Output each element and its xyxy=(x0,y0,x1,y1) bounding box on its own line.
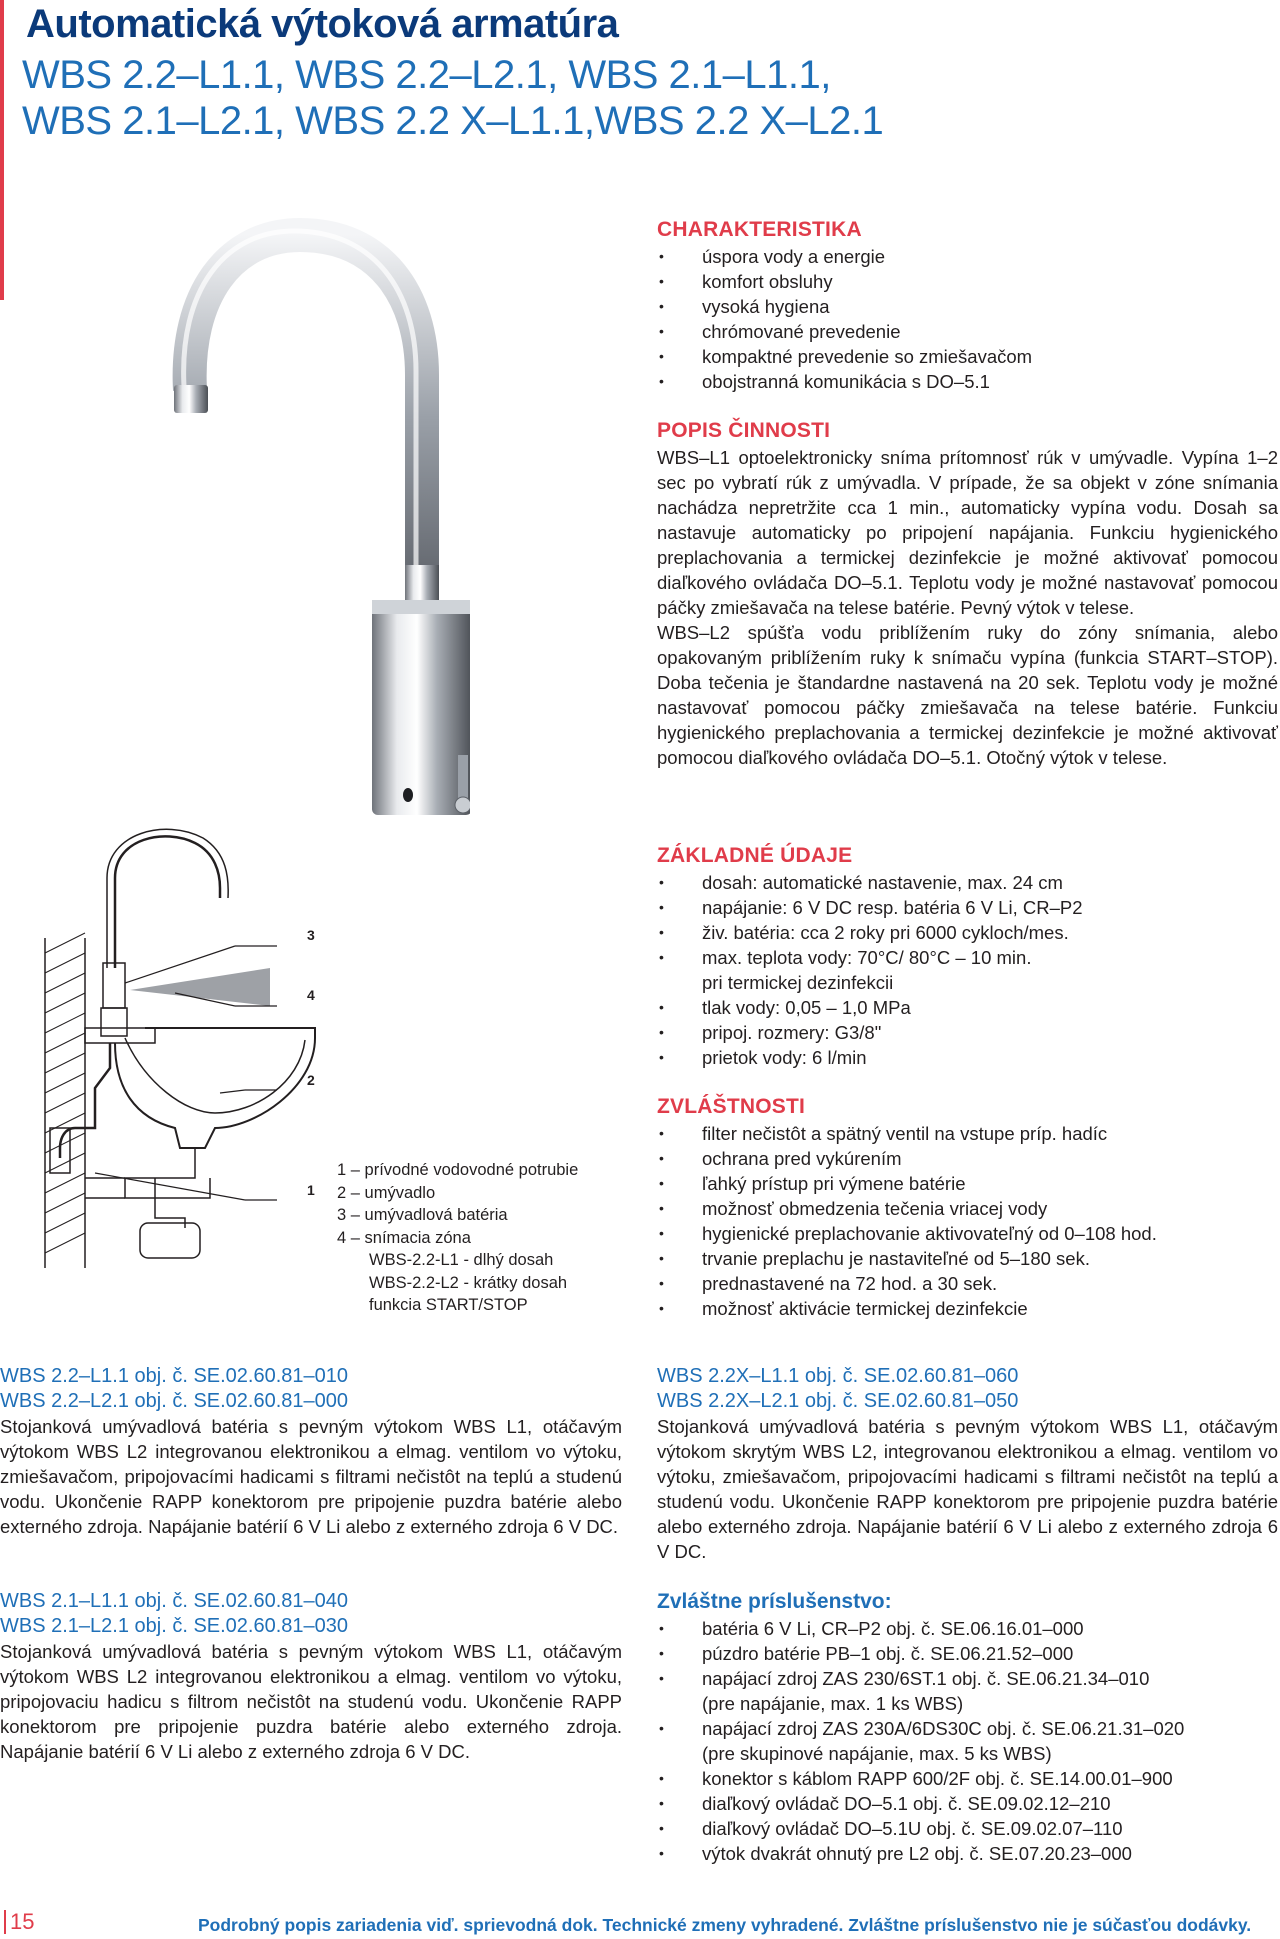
features-list xyxy=(657,1121,1278,1321)
accessories-section xyxy=(657,1589,1278,1866)
list-item: • hygienické preplachovanie aktivovateľný od 0–108 hod. xyxy=(657,1221,1278,1246)
list-item-continuation: (pre napájanie, max. 1 ks WBS) xyxy=(702,1693,964,1714)
list-item: • ľahký prístup pri výmene batérie xyxy=(657,1171,1278,1196)
section-heading: POPIS ČINNOSTI xyxy=(657,419,831,442)
callout-1: 1 xyxy=(307,1182,315,1198)
order-code: WBS 2.1–L1.1 obj. č. SE.02.60.81–040 xyxy=(0,1590,349,1612)
product-description: Stojanková umývadlová batéria s pevným výtokom WBS L1, otáčavým výtokom skrytým WBS L2, integrovanou elektronikou a elmag. ventilom vo výtoku, zmiešavačom, pripojovacími hadicami s filtrami nečistôt na teplú a studenú vodu. Ukončenie RAPP konektorom pre pripojenie puzdra batérie alebo externého zdroja. Napájanie batérií 6 V Li alebo z externého zdroja 6 V DC. xyxy=(657,1416,1278,1562)
faucet-spout xyxy=(190,235,422,600)
footer-note: Podrobný popis zariadenia viď. sprievodná dok. Technické zmeny vyhradené. Zvláštne príslušenstvo nie je súčasťou dodávky. xyxy=(198,1915,1252,1935)
order-code: WBS 2.2X–L1.1 obj. č. SE.02.60.81–060 xyxy=(657,1365,1019,1387)
list-item: • diaľkový ovládač DO–5.1U obj. č. SE.09.02.07–110 xyxy=(657,1816,1278,1841)
list-item: • prietok vody: 6 l/min xyxy=(657,1045,1278,1070)
list-item-continuation: pri termickej dezinfekcii xyxy=(702,972,894,993)
list-item: • možnosť obmedzenia tečenia vriacej vody xyxy=(657,1196,1278,1221)
section-heading: ZÁKLADNÉ ÚDAJE xyxy=(657,844,853,867)
list-item: • napájací zdroj ZAS 230/6ST.1 obj. č. SE.06.21.34–010 xyxy=(657,1666,1278,1691)
diagram-legend xyxy=(337,1159,578,1317)
operation-l2-text: WBS–L2 spúšťa vodu priblížením ruky do zóny snímania, alebo opakovaným priblížením ruky k snímaču vypína (funkcia START–STOP). Doba tečenia je štandardne nastavená na 20 sek. Teplotu vody je možné nastavovať pomocou páčky zmiešavača na telese batérie. Funkciu hygienického preplachovania a termickej dezinfekcie je možné aktivovať pomocou diaľkového ovládača DO–5.1. Otočný výtok v telese. xyxy=(657,622,1278,768)
section-heading: ZVLÁŠTNOSTI xyxy=(657,1095,806,1118)
list-item-continuation: (pre skupinové napájanie, max. 5 ks WBS) xyxy=(702,1743,1052,1764)
callout-3: 3 xyxy=(307,927,315,943)
characteristics-section xyxy=(657,217,1278,394)
list-item: • tlak vody: 0,05 – 1,0 MPa xyxy=(657,995,1278,1020)
order-code: WBS 2.2–L1.1 obj. č. SE.02.60.81–010 xyxy=(0,1365,349,1387)
list-item: • prednastavené na 72 hod. a 30 sek. xyxy=(657,1271,1278,1296)
list-item: • napájanie: 6 V DC resp. batéria 6 V Li, CR–P2 xyxy=(657,895,1278,920)
product-block-wbs21 xyxy=(0,1589,622,1764)
list-item: • kompaktné prevedenie so zmiešavačom xyxy=(657,344,1278,369)
order-code: WBS 2.2X–L2.1 obj. č. SE.02.60.81–050 xyxy=(657,1390,1019,1412)
list-item: • konektor s káblom RAPP 600/2F obj. č. SE.14.00.01–900 xyxy=(657,1766,1278,1791)
faucet-image xyxy=(150,205,470,830)
legend-subitem: WBS-2.2-L2 - krátky dosah xyxy=(369,1273,568,1292)
order-code: WBS 2.1–L2.1 obj. č. SE.02.60.81–030 xyxy=(0,1615,349,1637)
list-item: • napájací zdroj ZAS 230A/6DS30C obj. č. SE.06.21.31–020 xyxy=(657,1716,1278,1741)
legend-item: 1 – prívodné vodovodné potrubie xyxy=(337,1161,579,1179)
product-block-wbs22x xyxy=(657,1364,1278,1564)
model-list-title xyxy=(22,52,883,144)
legend-subitem: WBS-2.2-L1 - dlhý dosah xyxy=(369,1251,554,1269)
list-item: • ochrana pred vykúrením xyxy=(657,1146,1278,1171)
legend-item: 3 – umývadlová batéria xyxy=(337,1206,508,1224)
page-number: 15 xyxy=(4,1910,34,1934)
legend-item: 4 – snímacia zóna xyxy=(337,1228,471,1247)
left-accent-bar xyxy=(0,0,4,300)
list-item: • živ. batéria: cca 2 roky pri 6000 cykloch/mes. xyxy=(657,920,1278,945)
order-code: WBS 2.2–L2.1 obj. č. SE.02.60.81–000 xyxy=(0,1390,349,1412)
basic-data-list xyxy=(657,870,1278,1070)
product-description: Stojanková umývadlová batéria s pevným výtokom WBS L1, otáčavým výtokom WBS L2 integrovanou elektronikou a elmag. ventilom vo výtoku, pripojovaciu hadicu s filtrom nečistôt na studenú vodu. Ukončenie RAPP konektorom pre pripojenie puzdra batérie alebo externého zdroja. Napájanie batérií 6 V Li alebo z externého zdroja 6 V DC. xyxy=(0,1641,622,1762)
callout-4: 4 xyxy=(307,987,315,1003)
basic-data-section xyxy=(657,843,1278,1070)
operation-l1-text: WBS–L1 optoelektronicky sníma prítomnosť rúk v umývadle. Vypína 1–2 sec po vybratí rúk z umývadla. V prípade, že sa objekt v zóne snímania nachádza nepretržite cca 1 min., automaticky vypína vodu. Dosah sa nastavuje automaticky po pripojení napájania. Funkciu hygienického preplachovania a termickej dezinfekcie je možné aktivovať pomocou diaľkového ovládača DO–5.1. Teplotu vody je možné nastavovať pomocou páčky zmiešavača na telese batérie. Pevný výtok v telese. xyxy=(657,447,1278,618)
list-item: • chrómované prevedenie xyxy=(657,319,1278,344)
list-item: • batéria 6 V Li, CR–P2 obj. č. SE.06.16.01–000 xyxy=(657,1616,1278,1641)
operation-section xyxy=(657,418,1278,770)
list-item: • možnosť aktivácie termickej dezinfekcie xyxy=(657,1296,1278,1321)
product-description: Stojanková umývadlová batéria s pevným výtokom WBS L1, otáčavým výtokom WBS L2 integrovanou elektronikou a elmag. ventilom vo výtoku, zmiešavačom, pripojovacími hadicami s filtrami nečistôt na teplú a studenú vodu. Ukončenie RAPP konektorom pre pripojenie puzdra batérie alebo externého zdroja. Napájanie batérií 6 V Li alebo z externého zdroja 6 V DC. xyxy=(0,1416,622,1537)
list-item: • úspora vody a energie xyxy=(657,244,1278,269)
list-item: • obojstranná komunikácia s DO–5.1 xyxy=(657,369,1278,394)
section-heading: Zvláštne príslušenstvo: xyxy=(657,1590,892,1613)
characteristics-list xyxy=(657,244,1278,394)
legend-item: 2 – umývadlo xyxy=(337,1183,436,1202)
installation-diagram xyxy=(15,828,340,1318)
list-item: • filter nečistôt a spätný ventil na vstupe príp. hadíc xyxy=(657,1121,1278,1146)
list-item: • púzdro batérie PB–1 obj. č. SE.06.21.52–000 xyxy=(657,1641,1278,1666)
model-line-1: WBS 2.2–L1.1, WBS 2.2–L2.1, WBS 2.1–L1.1, xyxy=(22,53,831,97)
accessories-list xyxy=(657,1616,1278,1866)
list-item: • vysoká hygiena xyxy=(657,294,1278,319)
model-line-2: WBS 2.1–L2.1, WBS 2.2 X–L1.1,WBS 2.2 X–L2.1 xyxy=(22,99,884,143)
page-title: Automatická výtoková armatúra xyxy=(26,2,619,46)
section-heading: CHARAKTERISTIKA xyxy=(657,218,862,241)
list-item: • diaľkový ovládač DO–5.1 obj. č. SE.09.02.12–210 xyxy=(657,1791,1278,1816)
legend-subitem: funkcia START/STOP xyxy=(369,1296,528,1314)
features-section xyxy=(657,1094,1278,1321)
list-item: • trvanie preplachu je nastaviteľné od 5–180 sek. xyxy=(657,1246,1278,1271)
list-item: • komfort obsluhy xyxy=(657,269,1278,294)
product-block-wbs22 xyxy=(0,1364,622,1539)
list-item: • pripoj. rozmery: G3/8" xyxy=(657,1020,1278,1045)
callout-2: 2 xyxy=(307,1072,315,1088)
list-item: • dosah: automatické nastavenie, max. 24 cm xyxy=(657,870,1278,895)
list-item: • výtok dvakrát ohnutý pre L2 obj. č. SE.07.20.23–000 xyxy=(657,1841,1278,1866)
list-item: • max. teplota vody: 70°C/ 80°C – 10 min. xyxy=(657,945,1278,970)
